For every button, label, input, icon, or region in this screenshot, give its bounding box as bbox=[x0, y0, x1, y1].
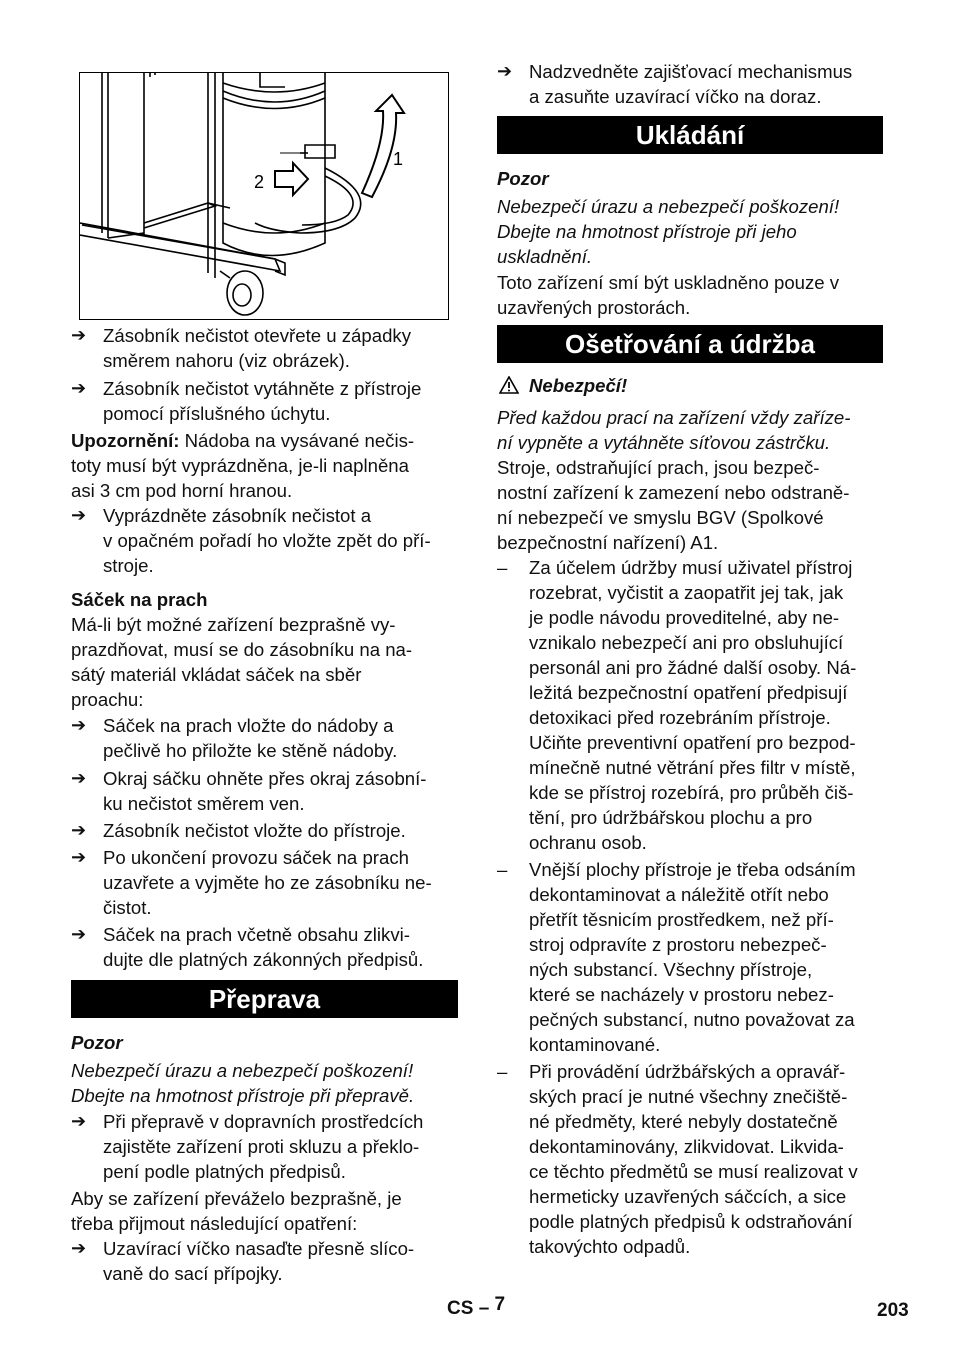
warning-triangle-icon bbox=[499, 376, 519, 394]
text-line: které se nacházely v prostoru nebez- bbox=[529, 984, 834, 1005]
note-label: Upozornění: bbox=[71, 430, 180, 451]
text-line: Za účelem údržby musí uživatel přístroj bbox=[529, 557, 853, 578]
text-line: čistot. bbox=[103, 897, 152, 918]
text-line: pečných substancí, nutno považovat za bbox=[529, 1009, 855, 1030]
dash-bullet: – bbox=[497, 1061, 508, 1082]
section-heading-care: Ošetřování a údržba bbox=[497, 325, 883, 363]
text-line: Uzavírací víčko nasaďte přesně slíco- bbox=[103, 1238, 415, 1259]
text-line: ku nečistot směrem ven. bbox=[103, 793, 305, 814]
text-line: vaně do sací přípojky. bbox=[103, 1263, 283, 1284]
caution-text: uskladnění. bbox=[497, 246, 593, 267]
text-line: personál ani pro žádné další osoby. Ná- bbox=[529, 657, 857, 678]
arrow-icon: ➔ bbox=[71, 924, 87, 944]
text-line: zajistěte zařízení proti skluzu a překlo- bbox=[103, 1136, 420, 1157]
caution-text: Dbejte na hmotnost přístroje při přepravě. bbox=[71, 1085, 415, 1106]
caution-text: Dbejte na hmotnost přístroje při jeho bbox=[497, 221, 797, 242]
text-line: Při provádění údržbářských a opravář- bbox=[529, 1061, 846, 1082]
danger-text: ní vypněte a vytáhněte síťovou zástrčku. bbox=[497, 432, 831, 453]
arrow-icon: ➔ bbox=[71, 505, 87, 525]
caution-text: Nebezpečí úrazu a nebezpečí poškození! bbox=[497, 196, 840, 217]
text-line: hermeticky uzavřených sáčcích, a sice bbox=[529, 1186, 847, 1207]
text-line: kontaminované. bbox=[529, 1034, 661, 1055]
text-line: v opačném pořadí ho vložte zpět do pří- bbox=[103, 530, 431, 551]
text-line: mínečně nutné větrání přes filtr v místě, bbox=[529, 757, 856, 778]
dash-bullet: – bbox=[497, 557, 508, 578]
text-line: Aby se zařízení převáželo bezprašně, je bbox=[71, 1188, 402, 1209]
text-line: tění, pro údržbářskou plochu a pro bbox=[529, 807, 813, 828]
text-line: Při přepravě v dopravních prostředcích bbox=[103, 1111, 424, 1132]
text-line: rozebrat, vyčistit a zaopatřit jej tak, jak bbox=[529, 582, 844, 603]
figure-label-2: 2 bbox=[254, 172, 265, 192]
figure-label-1: 1 bbox=[393, 149, 404, 169]
text-line: dekontaminovat a náležitě otřít nebo bbox=[529, 884, 829, 905]
text-line: nostní zařízení k zamezení nebo odstraně- bbox=[497, 482, 850, 503]
text-line: směrem nahoru (viz obrázek). bbox=[103, 350, 350, 371]
arrow-icon: ➔ bbox=[71, 715, 87, 735]
text-line: Stroje, odstraňující prach, jsou bezpeč- bbox=[497, 457, 820, 478]
text-line: kde se přístroj rozebírá, pro průběh čiš- bbox=[529, 782, 854, 803]
text-line: dujte dle platných zákonných předpisů. bbox=[103, 949, 424, 970]
footer-section-number: 7 bbox=[494, 1294, 506, 1315]
text-line: toty musí být vyprázdněna, je-li naplněna bbox=[71, 455, 409, 476]
text-line: Vyprázdněte zásobník nečistot a bbox=[103, 505, 372, 526]
caution-label: Pozor bbox=[71, 1032, 123, 1053]
text-line: Zásobník nečistot vložte do přístroje. bbox=[103, 820, 406, 841]
text-line: a zasuňte uzavírací víčko na doraz. bbox=[529, 86, 822, 107]
text-line: ských prací je nutné všechny znečiště- bbox=[529, 1086, 848, 1107]
text-line: Vnější plochy přístroje je třeba odsáním bbox=[529, 859, 856, 880]
text-line: stroj odpravíte z prostoru nebezpeč- bbox=[529, 934, 827, 955]
arrow-icon: ➔ bbox=[71, 325, 87, 345]
arrow-icon: ➔ bbox=[71, 378, 87, 398]
text-line: Okraj sáčku ohněte přes okraj zásobní- bbox=[103, 768, 427, 789]
arrow-icon: ➔ bbox=[71, 820, 87, 840]
danger-text: Před každou prací na zařízení vždy zaříze- bbox=[497, 407, 851, 428]
text-line: ní nebezpečí ve smyslu BGV (Spolkové bbox=[497, 507, 824, 528]
text-line: Po ukončení provozu sáček na prach bbox=[103, 847, 409, 868]
arrow-icon: ➔ bbox=[497, 61, 513, 81]
page-number: 203 bbox=[877, 1300, 909, 1321]
text-line: Má-li být možné zařízení bezprašně vy- bbox=[71, 614, 396, 635]
dash-bullet: – bbox=[497, 859, 508, 880]
caution-text: Nebezpečí úrazu a nebezpečí poškození! bbox=[71, 1060, 414, 1081]
danger-label: Nebezpečí! bbox=[529, 375, 628, 396]
text-line: Nádoba na vysávané nečis- bbox=[179, 430, 415, 451]
text-line: pomocí příslušného úchytu. bbox=[103, 403, 331, 424]
footer-dash: – bbox=[478, 1298, 490, 1319]
text-line: podle platných předpisů k odstraňování bbox=[529, 1211, 853, 1232]
text-line: proachu: bbox=[71, 689, 144, 710]
text-line: Sáček na prach včetně obsahu zlikvi- bbox=[103, 924, 410, 945]
text-line: ležitá bezpečnostní opatření předpisují bbox=[529, 682, 848, 703]
text-line: uzavřete a vyjměte ho ze zásobníku ne- bbox=[103, 872, 432, 893]
text-line: Učiňte preventivní opatření pro bezpod- bbox=[529, 732, 856, 753]
text-line: třeba přijmout následující opatření: bbox=[71, 1213, 358, 1234]
text-line: přetřít těsnicím prostředkem, než pří- bbox=[529, 909, 834, 930]
text-line: né předměty, které nebyly dostatečně bbox=[529, 1111, 838, 1132]
text-line: Toto zařízení smí být uskladněno pouze v bbox=[497, 272, 840, 293]
text-line: ochranu osob. bbox=[529, 832, 647, 853]
footer-section-page bbox=[447, 1294, 506, 1320]
text-line: ce těchto předmětů se musí realizovat v bbox=[529, 1161, 858, 1182]
text-line: pečlivě ho přiložte ke stěně nádoby. bbox=[103, 740, 398, 761]
section-heading-storage: Ukládání bbox=[497, 116, 883, 154]
text-line: uzavřených prostorách. bbox=[497, 297, 691, 318]
text-line: pení podle platných předpisů. bbox=[103, 1161, 346, 1182]
text-line: prazdňovat, musí se do zásobníku na na- bbox=[71, 639, 413, 660]
text-line: vznikalo nebezpečí ani pro obsluhující bbox=[529, 632, 844, 653]
text-line: takovýchto odpadů. bbox=[529, 1236, 691, 1257]
text-line: stroje. bbox=[103, 555, 154, 576]
section-heading-transport: Přeprava bbox=[71, 980, 458, 1018]
text-line: ných substancí. Všechny přístroje, bbox=[529, 959, 813, 980]
text-line: Nadzvedněte zajišťovací mechanismus bbox=[529, 61, 853, 82]
caution-label: Pozor bbox=[497, 168, 549, 189]
arrow-icon: ➔ bbox=[71, 768, 87, 788]
text-line: detoxikaci před rozebráním přístroje. bbox=[529, 707, 831, 728]
subheading-dust-bag: Sáček na prach bbox=[71, 589, 208, 610]
text-line: Zásobník nečistot vytáhněte z přístroje bbox=[103, 378, 422, 399]
text-line: sátý materiál vkládat sáček na sběr bbox=[71, 664, 362, 685]
arrow-icon: ➔ bbox=[71, 1111, 87, 1131]
text-line: Sáček na prach vložte do nádoby a bbox=[103, 715, 394, 736]
text-line: je podle návodu proveditelné, aby ne- bbox=[529, 607, 840, 628]
arrow-icon: ➔ bbox=[71, 1238, 87, 1258]
text-line: bezpečnostní nařízení) A1. bbox=[497, 532, 719, 553]
text-line: asi 3 cm pod horní hranou. bbox=[71, 480, 293, 501]
footer-section: CS bbox=[447, 1298, 474, 1319]
text-line: Zásobník nečistot otevřete u západky bbox=[103, 325, 412, 346]
text-line: dekontaminovány, zlikvidovat. Likvida- bbox=[529, 1136, 844, 1157]
device-illustration bbox=[79, 72, 449, 320]
dust-container-figure bbox=[80, 73, 449, 320]
arrow-icon: ➔ bbox=[71, 847, 87, 867]
